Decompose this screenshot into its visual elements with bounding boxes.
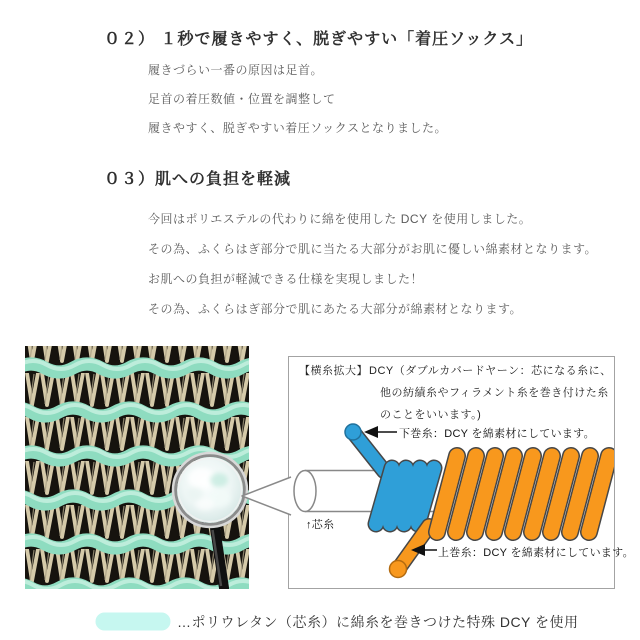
- section-02-line: 足首の着圧数値・位置を調整して: [148, 92, 336, 106]
- knit-fabric-illustration: [25, 346, 249, 589]
- orange-yarn-label: 上巻糸：DCY を綿素材にしています。: [438, 547, 634, 559]
- core-yarn-label: ↑芯糸: [306, 519, 335, 531]
- section-03-line: その為、ふくらはぎ部分で肌にあたる大部分が綿素材となります。: [148, 302, 523, 316]
- blue-yarn-arrow: [364, 426, 397, 438]
- diagram-desc-line: DCY（ダブルカバードヤーン：芯になる糸に、: [369, 365, 612, 377]
- magnifier-glass: [177, 457, 243, 523]
- blue-yarn-label: 下巻糸：DCY を綿素材にしています。: [399, 428, 595, 440]
- section-03-line: お肌への負担が軽減できる仕様を実現しました！: [148, 272, 424, 286]
- section-02-heading: ０２） １秒で履きやすく、脱ぎやすい「着圧ソックス」: [104, 31, 534, 48]
- blue-yarn-end: [345, 424, 361, 440]
- legend-text: …ポリウレタン（芯糸）に綿糸を巻きつけた特殊 DCY を使用: [177, 614, 579, 630]
- section-02-line: 履きやすく、脱ぎやすい着圧ソックスとなりました。: [148, 121, 448, 135]
- orange-yarn-end: [390, 561, 407, 578]
- section-02-line: 履きづらい一番の原因は足首。: [148, 63, 324, 77]
- legend-swatch: [95, 612, 171, 631]
- diagram-desc-line: のことをいいます。): [380, 409, 482, 421]
- section-03-line: その為、ふくらはぎ部分で肌に当たる大部分がお肌に優しい綿素材となります。: [148, 242, 598, 256]
- dcy-diagram-box: [288, 356, 634, 589]
- diagram-desc-line: 他の紡績糸やフィラメント糸を巻き付けた糸: [380, 387, 609, 399]
- diagram-title-label: 【横糸拡大】: [299, 365, 368, 377]
- callout-pointer: [238, 472, 292, 520]
- section-03-line: 今回はポリエステルの代わりに綿を使用した DCY を使用しました。: [148, 212, 532, 226]
- section-03-heading: ０３）肌への負担を軽減: [104, 171, 292, 188]
- fabric-closeup-photo: [25, 346, 249, 589]
